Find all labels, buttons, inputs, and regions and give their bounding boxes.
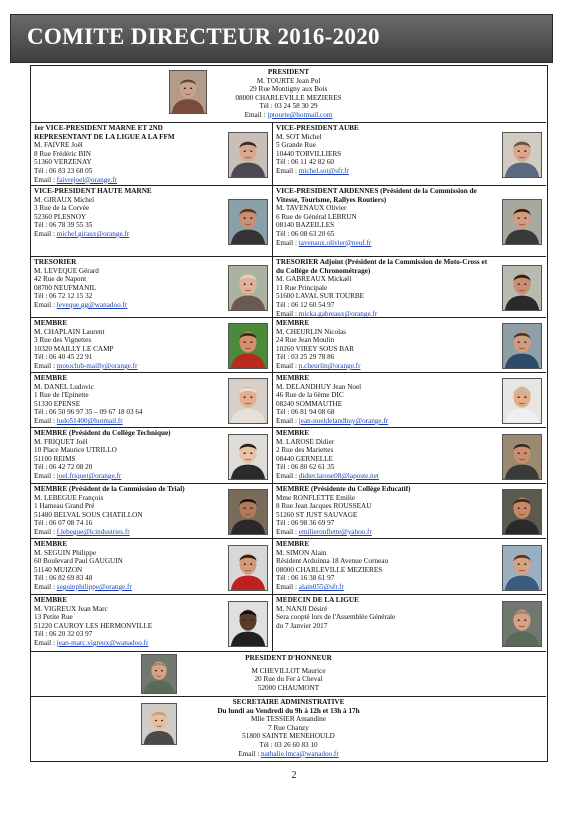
member-email-link[interactable]: ludo51400@hotmail.fr <box>56 416 123 425</box>
honneur-title: PRESIDENT D'HONNEUR <box>245 654 332 662</box>
member-line: du 7 Janvier 2017 <box>276 621 328 630</box>
email-label: Email : <box>276 166 297 175</box>
secretaire-block <box>31 697 546 760</box>
member-photo <box>502 601 542 647</box>
member-photo <box>502 489 542 535</box>
member-text <box>276 540 494 592</box>
email-label: Email : <box>34 416 55 425</box>
member-email-link[interactable]: michel.giraux@orange.fr <box>56 229 130 238</box>
member-line: 10320 MAILLY LE CAMP <box>34 344 114 353</box>
member-line: 08000 CHARLEVILLE MEZIERES <box>276 565 383 574</box>
member-email <box>34 639 220 648</box>
president-text <box>161 68 416 120</box>
member-email <box>34 472 220 481</box>
member-line: Sera coopté lors de l'Assemblée Générale <box>276 613 396 622</box>
member-line: M. SEGUIN Philippe <box>34 548 97 557</box>
president-email <box>161 111 416 120</box>
member-email-link[interactable]: faivrejoel@orange.fr <box>56 175 118 184</box>
member-photo <box>228 132 268 178</box>
member-title: MEMBRE (Président du Collège Technique) <box>34 429 171 437</box>
member-line: 24 Rue Jean Moulin <box>276 336 335 345</box>
member-photo <box>228 434 268 480</box>
member-email-link[interactable]: didier.larose08@laposte.net <box>298 471 379 480</box>
member-title: MEMBRE <box>276 540 310 548</box>
member-photo <box>228 265 268 311</box>
secretaire-line: 7 Rue Chanzy <box>268 723 309 732</box>
member-cell <box>273 428 546 484</box>
member-photo <box>228 601 268 647</box>
member-title: MEMBRE <box>34 319 68 327</box>
member-title: VICE-PRESIDENT HAUTE MARNE <box>34 187 152 195</box>
member-line: 60 Boulevard Paul GAUGUIN <box>34 557 123 566</box>
member-photo <box>502 378 542 424</box>
member-email <box>276 583 494 592</box>
honneur-line: 20 Rue du Fer à Cheval <box>254 675 323 684</box>
member-photo <box>502 323 542 369</box>
member-line: M. LAROSE Didier <box>276 437 335 446</box>
member-text <box>34 187 220 239</box>
member-line: Tél : 03 25 29 78 86 <box>276 353 335 362</box>
member-line: M. FAIVRE Joël <box>34 141 83 150</box>
member-text <box>34 319 220 371</box>
member-cell <box>273 257 546 318</box>
member-text <box>276 124 494 176</box>
email-label: Email : <box>276 238 297 247</box>
email-label: Email : <box>276 309 297 318</box>
member-text <box>34 124 220 184</box>
secretaire-email <box>151 750 426 759</box>
email-label: Email : <box>276 471 297 480</box>
email-label: Email : <box>34 300 55 309</box>
email-label: Email : <box>276 527 297 536</box>
member-title: MEMBRE <box>276 429 310 437</box>
member-email-link[interactable]: michel.sot@sfr.fr <box>298 166 349 175</box>
member-email <box>276 362 494 371</box>
member-cell <box>31 373 273 428</box>
member-line: Tél : 06 08 63 20 65 <box>276 229 335 238</box>
member-title: MEMBRE (Président de la Commission de Trial) <box>34 485 185 493</box>
member-photo <box>502 545 542 591</box>
member-line: Tél : 06 12 60 54 97 <box>276 300 335 309</box>
member-email-link[interactable]: emilieronflette@yahoo.fr <box>298 527 372 536</box>
president-line: 08000 CHARLEVILLE MEZIERES <box>235 93 342 102</box>
email-label: Email : <box>276 361 297 370</box>
member-email-link[interactable]: n.cheurlin@orange.fr <box>298 361 361 370</box>
member-line: 10 Place Maurice UTRILLO <box>34 446 117 455</box>
member-line: 08240 SOMMAUTHE <box>276 399 343 408</box>
member-photo <box>502 132 542 178</box>
member-line: M. CHAPLAIN Laurent <box>34 327 105 336</box>
member-email-link[interactable]: jean-noeldelandhuy@orange.fr <box>298 416 389 425</box>
member-photo <box>228 378 268 424</box>
member-line: Tél : 06 98 36 69 97 <box>276 519 335 528</box>
member-line: Résident Arduinna 18 Avenue Corneau <box>276 557 389 566</box>
member-line: M. TAVENAUX Olivier <box>276 204 347 213</box>
secretaire-line: Mlle TESSIER Amandine <box>251 715 326 724</box>
member-cell <box>31 539 273 595</box>
member-line: 2 Rue des Mariettes <box>276 446 334 455</box>
email-label: Email : <box>238 749 260 758</box>
member-cell <box>31 428 273 484</box>
member-text <box>34 485 220 537</box>
honneur-line: M CHEVILLOT Maurice <box>251 666 326 675</box>
member-photo <box>228 489 268 535</box>
member-line: 6 Rue de Général LEBRUN <box>276 212 357 221</box>
member-cell <box>31 257 273 318</box>
member-line: 51260 ST JUST SAUVAGE <box>276 510 358 519</box>
honneur-block <box>31 652 546 697</box>
member-cell <box>273 373 546 428</box>
member-title: MEMBRE <box>34 374 68 382</box>
member-email <box>34 230 220 239</box>
member-email <box>34 176 220 185</box>
member-line: 5 Grande Rue <box>276 141 316 150</box>
president-block <box>31 66 546 123</box>
member-text <box>276 429 494 481</box>
secretaire-title: SECRETAIRE ADMINISTRATIVE <box>232 698 345 706</box>
member-photo <box>502 199 542 245</box>
member-cell <box>31 484 273 539</box>
member-text <box>276 258 494 318</box>
email-label: Email : <box>34 361 55 370</box>
secretaire-line: 51800 SAINTE MENEHOULD <box>242 732 335 741</box>
member-line: 51330 EPENSE <box>34 399 81 408</box>
honneur-line: 52000 CHAUMONT <box>257 683 320 692</box>
member-line: 10440 TORVILLIERS <box>276 149 342 158</box>
email-label: Email : <box>34 175 55 184</box>
member-line: 1 Hameau Grand Pré <box>34 502 95 511</box>
member-cell <box>31 318 273 373</box>
member-line: 3 Rue des Vignettes <box>34 336 92 345</box>
member-email-link[interactable]: jean-marc.vigreux@wanadoo.fr <box>56 638 149 647</box>
member-line: 51480 BELVAL SOUS CHATILLON <box>34 510 143 519</box>
secretaire-email-link[interactable]: nathalie.lmca@wanadoo.fr <box>261 749 339 758</box>
member-photo <box>228 323 268 369</box>
president-line: 29 Rue Montigny aux Bois <box>249 85 328 94</box>
member-email <box>34 583 220 592</box>
member-cell <box>31 186 273 257</box>
member-line: M. GABREAUX Mickaël <box>276 275 352 284</box>
member-line: 08140 BAZEILLES <box>276 221 335 230</box>
member-email <box>276 528 494 537</box>
member-text <box>276 374 494 426</box>
email-label: Email : <box>34 229 55 238</box>
member-text <box>34 258 220 310</box>
member-text <box>34 596 220 648</box>
email-label: Email : <box>34 471 55 480</box>
member-line: 8 Rue Jean Jacques ROUSSEAU <box>276 502 372 511</box>
member-email <box>276 417 494 426</box>
president-line: Tél : 03 24 58 30 29 <box>259 102 318 111</box>
member-text <box>276 187 494 247</box>
member-line: M. LEBEGUE François <box>34 493 104 502</box>
member-line: 51100 REIMS <box>34 454 76 463</box>
member-line: Mme RONFLETTE Emilie <box>276 493 356 502</box>
member-line: 1 Rue de l'Epinette <box>34 391 89 400</box>
page-number: 2 <box>291 770 297 781</box>
member-line: M. NANJI Désiré <box>276 604 328 613</box>
member-text <box>276 596 494 630</box>
member-line: 8 Rue Frédéric BIN <box>34 149 91 158</box>
member-email-link[interactable]: leveque.gg@wanadoo.fr <box>56 300 128 309</box>
member-line: M. SOT Michel <box>276 132 322 141</box>
member-line: M. DANEL Ludovic <box>34 382 94 391</box>
member-line: 11 Rue Principale <box>276 283 328 292</box>
member-title: MEMBRE <box>276 374 310 382</box>
member-line: M. VIGREUX Jean Marc <box>34 604 108 613</box>
member-email <box>34 528 220 537</box>
president-email-link[interactable]: jptourte@hotmail.com <box>267 110 333 119</box>
member-text <box>34 429 220 481</box>
member-line: 51220 CAUROY LES HERMONVILLE <box>34 621 153 630</box>
member-email <box>276 239 494 248</box>
member-email-link[interactable]: tavenaux.olivier@neuf.fr <box>298 238 372 247</box>
member-line: 13 Petite Rue <box>34 613 73 622</box>
member-line: Tél : 06 07 08 74 16 <box>34 519 93 528</box>
member-line: 46 Rue de la 6ème DIC <box>276 391 344 400</box>
member-title: MEMBRE (Présidente du Collège Educatif) <box>276 485 411 493</box>
member-line: Tél : 06 82 69 83 48 <box>34 574 93 583</box>
member-title: MEMBRE <box>34 596 68 604</box>
member-cell <box>31 123 273 186</box>
member-email <box>276 310 494 318</box>
member-title: VICE-PRESIDENT AUBE <box>276 124 359 132</box>
member-title: MEDECIN DE LA LIGUE <box>276 596 359 604</box>
member-line: M. GIRAUX Michel <box>34 195 95 204</box>
member-email-link[interactable]: f.lebegue@lcindustries.fr <box>56 527 130 536</box>
member-cell <box>273 484 546 539</box>
member-line: Tél : 06 80 62 61 35 <box>276 463 335 472</box>
member-line: M. LEVEQUE Gérard <box>34 266 99 275</box>
member-line: 3 Rue de la Corvée <box>34 204 90 213</box>
member-line: M. SIMON Alain <box>276 548 327 557</box>
email-label: Email : <box>244 110 266 119</box>
member-text <box>276 319 494 371</box>
email-label: Email : <box>34 582 55 591</box>
member-email-link[interactable]: joel.friquet@orange.fr <box>56 471 122 480</box>
member-line: 51140 MUIZON <box>34 565 83 574</box>
member-line: 51360 VERZENAY <box>34 158 92 167</box>
member-cell <box>273 539 546 595</box>
member-cell <box>273 318 546 373</box>
member-line: M. FRIQUET Joël <box>34 437 88 446</box>
honneur-text <box>161 654 416 692</box>
member-photo <box>502 434 542 480</box>
secretaire-line: Tél : 03 26 60 83 10 <box>259 740 318 749</box>
member-text <box>34 540 220 592</box>
secretaire-text <box>151 698 426 758</box>
member-line: 08440 GERNELLE <box>276 454 333 463</box>
member-text <box>34 374 220 426</box>
member-line: Tél : 06 50 96 97 35 – 09 67 18 03 64 <box>34 408 143 417</box>
member-line: M. DELANDHUY Jean Noel <box>276 382 362 391</box>
member-photo <box>228 199 268 245</box>
secretaire-hours: Du lundi au Vendredi du 9h à 12h et 13h à 17h <box>217 706 360 715</box>
member-photo <box>228 545 268 591</box>
member-line: Tél : 06 78 39 55 35 <box>34 221 93 230</box>
member-cell <box>273 123 546 186</box>
member-line: Tél : 06 72 12 15 32 <box>34 292 93 301</box>
page-title: COMITE DIRECTEUR 2016-2020 <box>27 24 380 49</box>
member-title: VICE-PRESIDENT ARDENNES (Président de la Commission de Vitesse, Tourisme, Rallyes Routiers) <box>276 187 477 204</box>
member-photo <box>502 265 542 311</box>
member-email <box>34 362 220 371</box>
member-line: Tél : 06 81 94 08 68 <box>276 408 335 417</box>
member-title: MEMBRE <box>34 540 68 548</box>
president-line: M. TOURTE Jean Pol <box>256 76 321 85</box>
member-email <box>34 417 220 426</box>
email-label: Email : <box>34 638 55 647</box>
member-line: Tél : 06 40 45 22 91 <box>34 353 93 362</box>
title-banner <box>10 14 553 63</box>
member-text <box>276 485 494 537</box>
member-line: Tél : 06 16 38 61 97 <box>276 574 335 583</box>
email-label: Email : <box>34 527 55 536</box>
email-label: Email : <box>276 582 297 591</box>
member-cell <box>31 595 273 652</box>
member-title: MEMBRE <box>276 319 310 327</box>
member-email-link[interactable]: micka.gabreaux@orange.fr <box>298 309 378 318</box>
member-title: 1er VICE-PRESIDENT MARNE ET 2ND REPRESENTANT DE LA LIGUE A LA FFM <box>34 124 175 141</box>
member-email-link[interactable]: alain055@sfr.fr <box>298 582 344 591</box>
member-email-link[interactable]: motoclub-mailly@orange.fr <box>56 361 138 370</box>
member-title: TRESORIER <box>34 258 77 266</box>
email-label: Email : <box>276 416 297 425</box>
member-title: TRESORIER Adjoint (Président de la Commission de Moto-Cross et du Collège de Chronométrage) <box>276 258 488 275</box>
president-title: PRESIDENT <box>267 68 310 76</box>
member-line: Tél : 06 11 42 82 60 <box>276 158 335 167</box>
member-email <box>276 167 494 176</box>
member-line: 51600 LAVAL SUR TOURBE <box>276 292 365 301</box>
member-line: M. CHEURLIN Nicolas <box>276 327 347 336</box>
member-line: Tél : 06 42 72 08 20 <box>34 463 93 472</box>
member-email <box>276 472 494 481</box>
member-line: 52360 PLESNOY <box>34 212 87 221</box>
member-line: Tél : 06 20 32 03 97 <box>34 630 93 639</box>
member-line: 42 Rue de Napont <box>34 275 87 284</box>
member-line: Tél : 06 83 23 68 05 <box>34 166 93 175</box>
member-email <box>34 301 220 310</box>
member-email-link[interactable]: seguinphilippe@orange.fr <box>56 582 132 591</box>
member-line: 08700 NEUFMANIL <box>34 283 97 292</box>
member-cell <box>273 595 546 652</box>
member-cell <box>273 186 546 257</box>
member-line: 10260 VIREY SOUS BAR <box>276 344 355 353</box>
